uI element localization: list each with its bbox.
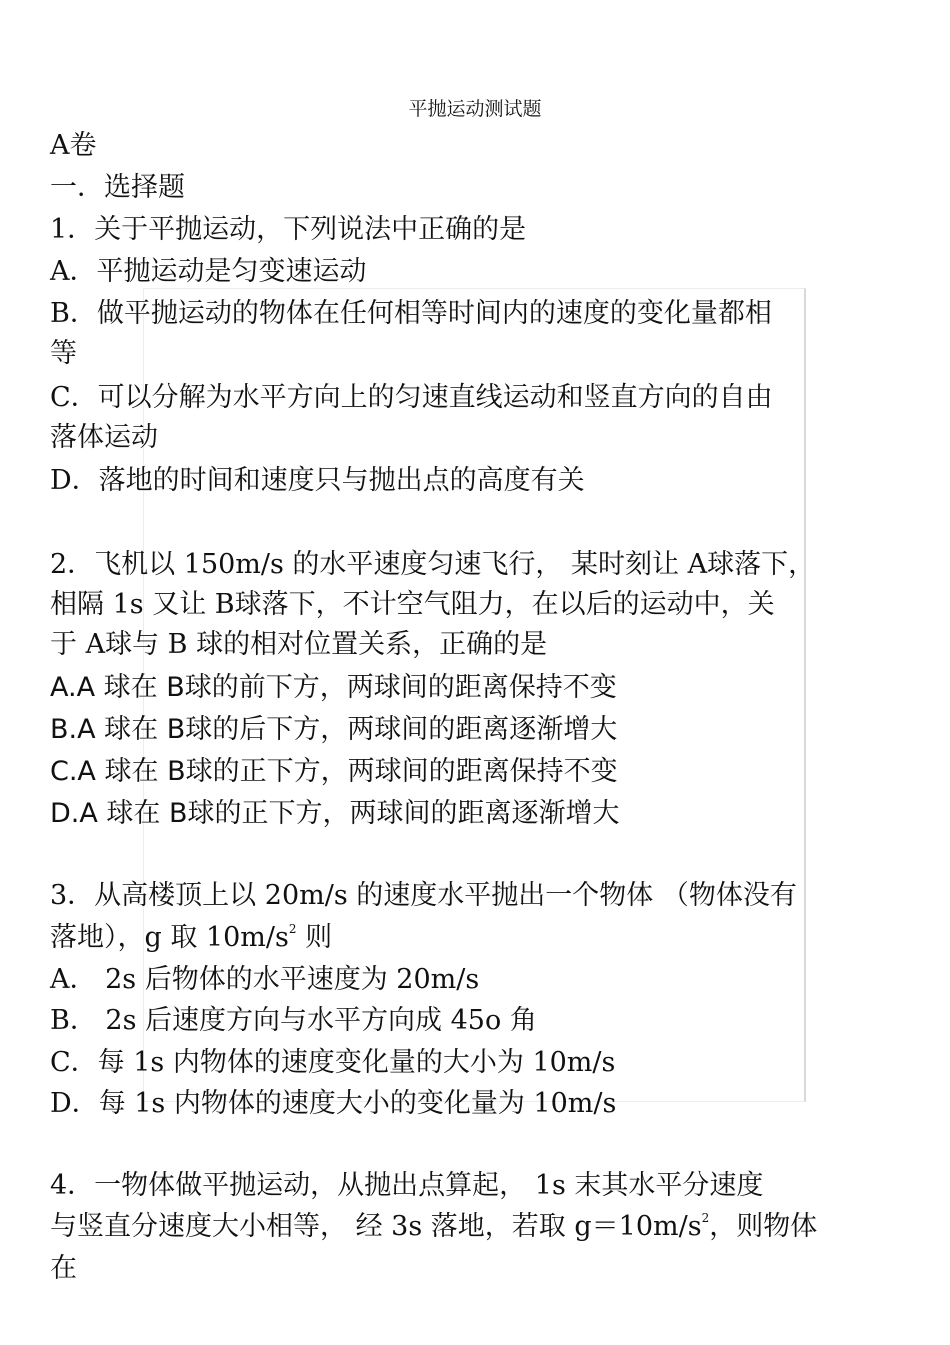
q2-stem-line3: 于 A球与 B 球的相对位置关系，正确的是 — [50, 629, 548, 660]
q2-option-b: B.A 球在 B球的后下方，两球间的距离逐渐增大 — [50, 714, 618, 745]
q2-option-d: D.A 球在 B球的正下方，两球间的距离逐渐增大 — [50, 798, 620, 829]
q2-option-a: A.A 球在 B球的前下方，两球间的距离保持不变 — [50, 672, 617, 703]
q3-stem-line2 — [50, 920, 332, 956]
q1-option-c-line2: 落体运动 — [50, 422, 158, 453]
q3-option-d: D．每 1s 内物体的速度大小的变化量为 10m/s — [50, 1088, 617, 1119]
q4-stem-line2 — [50, 1209, 817, 1245]
q2-option-c: C.A 球在 B球的正下方，两球间的距离保持不变 — [50, 756, 618, 787]
q3-option-c: C．每 1s 内物体的速度变化量的大小为 10m/s — [50, 1047, 616, 1078]
q3-stem-line2-text: 落地），g 取 10m/s — [50, 922, 289, 953]
q2-stem-line2: 相隔 1s 又让 B球落下，不计空气阻力，在以后的运动中，关 — [50, 589, 775, 620]
q4-stem-line1: 4．一物体做平抛运动，从抛出点算起， 1s 末其水平分速度 — [50, 1170, 764, 1201]
q4-stem-line3: 在 — [50, 1253, 77, 1284]
q1-option-d: D．落地的时间和速度只与抛出点的高度有关 — [50, 465, 585, 496]
q1-stem: 1．关于平抛运动，下列说法中正确的是 — [50, 214, 527, 245]
section-heading: 一．选择题 — [50, 172, 185, 203]
q3-option-a: A． 2s 后物体的水平速度为 20m/s — [50, 964, 480, 995]
q3-stem-line2-tail: 则 — [296, 922, 333, 953]
q3-stem-line1: 3．从高楼顶上以 20m/s 的速度水平抛出一个物体 （物体没有 — [50, 880, 797, 911]
q1-option-b-line2: 等 — [50, 338, 77, 369]
q2-stem-line1: 2．飞机以 150m/s 的水平速度匀速飞行， 某时刻让 A球落下， — [50, 549, 816, 580]
q3-exponent: 2 — [288, 922, 297, 936]
q1-option-a: A．平抛运动是匀变速运动 — [50, 256, 367, 287]
q4-stem-line2-tail: ，则物体 — [709, 1211, 818, 1242]
q4-exponent: 2 — [701, 1211, 710, 1225]
q1-option-c-line1: C．可以分解为水平方向上的匀速直线运动和竖直方向的自由 — [50, 382, 773, 413]
q4-stem-line2-text: 与竖直分速度大小相等， 经 3s 落地，若取 g＝10m/s — [50, 1211, 702, 1242]
q3-option-b: B． 2s 后速度方向与水平方向成 45o 角 — [50, 1005, 537, 1036]
page-title: 平抛运动测试题 — [408, 98, 542, 120]
q1-option-b-line1: B．做平抛运动的物体在任何相等时间内的速度的变化量都相 — [50, 298, 772, 329]
volume-label: A卷 — [50, 130, 97, 161]
